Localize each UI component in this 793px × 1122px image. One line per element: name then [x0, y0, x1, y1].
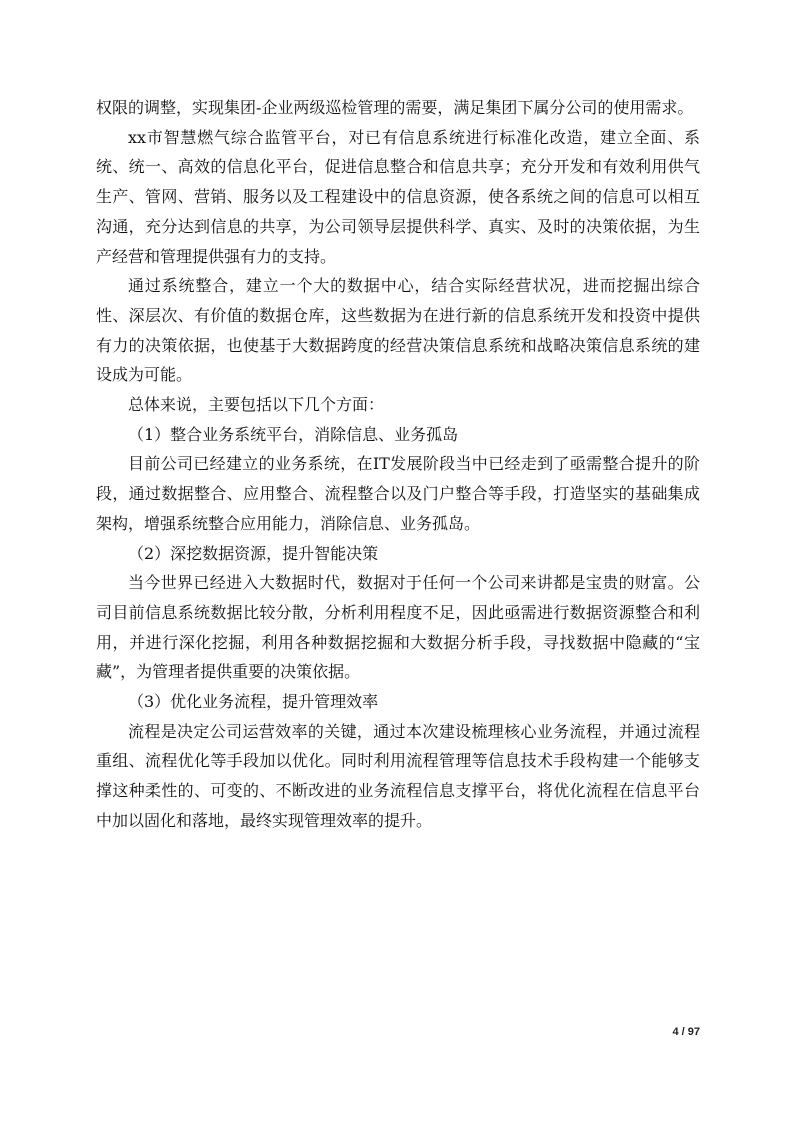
- paragraph-4: 总体来说，主要包括以下几个方面：: [128, 395, 385, 415]
- page-number: 4 / 97: [672, 1026, 700, 1038]
- paragraph-2: xx市智慧燃气综合监管平台，对已有信息系统进行标准化改造，建立全面、系统、统一、高效的信息化平台，促进信息整合和信息共享；充分开发和有效利用供气生产、管网、营销、服务以及工程建设中的信息资源，使各系统之间的信息可以相互沟通，充分达到信息的共享，为公司领导层提供科学、真实、及时的决策依据，为生产经营和管理提供强有力的支持。: [96, 127, 700, 266]
- paragraph-6: 当今世界已经进入大数据时代，数据对于任何一个公司来讲都是宝贵的财富。公司目前信息系统数据比较分散，分析利用程度不足，因此亟需进行数据资源整合和利用，并进行深化挖掘，利用各种数据挖掘和大数据分析手段，寻找数据中隐藏的“宝藏”，为管理者提供重要的决策依据。: [96, 573, 700, 682]
- paragraph-5: 目前公司已经建立的业务系统，在IT发展阶段当中已经走到了亟需整合提升的阶段，通过数据整合、应用整合、流程整合以及门户整合等手段，打造坚实的基础集成架构，增强系统整合应用能力，消除信息、业务孤岛。: [96, 454, 700, 533]
- paragraph-3: 通过系统整合，建立一个大的数据中心，结合实际经营状况，进而挖掘出综合性、深层次、有价值的数据仓库，这些数据为在进行新的信息系统开发和投资中提供有力的决策依据，也使基于大数据跨度的经营决策信息系统和战略决策信息系统的建设成为可能。: [96, 276, 700, 385]
- document-body: [96, 93, 700, 836]
- section-heading-1: （1）整合业务系统平台，消除信息、业务孤岛: [128, 424, 459, 444]
- section-heading-3: （3）优化业务流程，提升管理效率: [128, 692, 379, 712]
- section-heading-2: （2）深挖数据资源，提升智能决策: [128, 543, 379, 563]
- paragraph-7: 流程是决定公司运营效率的关键，通过本次建设梳理核心业务流程，并通过流程重组、流程优化等手段加以优化。同时利用流程管理等信息技术手段构建一个能够支撑这种柔性的、可变的、不断改进的业务流程信息支撑平台，将优化流程在信息平台中加以固化和落地，最终实现管理效率的提升。: [96, 721, 700, 830]
- paragraph-1: 权限的调整，实现集团-企业两级巡检管理的需要，满足集团下属分公司的使用需求。: [96, 98, 694, 117]
